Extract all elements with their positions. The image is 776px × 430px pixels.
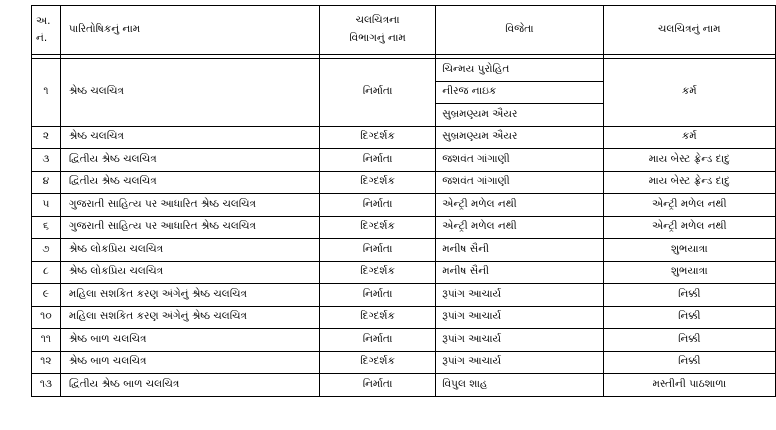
category-cell: નિર્માતા [319, 149, 435, 172]
table-row [32, 329, 776, 352]
award-name-cell: દ્વિતીય શ્રેષ્ઠ બાળ ચલચિત્ર [60, 374, 319, 397]
winner-cell: રૂપાંગ આચાર્ય [436, 284, 603, 307]
film-name-cell: નિક્કી [603, 351, 775, 374]
serial-number-cell: ૭ [32, 239, 61, 262]
film-name-cell: માય બેસ્ટ ફ્રેન્ડ દાદુ [603, 171, 775, 194]
film-name-cell: શુભયાત્રા [603, 261, 775, 284]
category-cell: દિગ્દર્શક [319, 216, 435, 239]
winner-cell: જશવંત ગાંગાણી [436, 171, 603, 194]
film-name-cell: નિક્કી [603, 284, 775, 307]
category-cell: નિર્માતા [319, 329, 435, 352]
table-header-row [32, 6, 776, 55]
award-name-cell: મહિલા સશકિત કરણ અંગેનું શ્રેષ્ઠ ચલચિત્ર [60, 284, 319, 307]
serial-number-cell: ૧૨ [32, 351, 61, 374]
winner-cell: સુબ્રમણ્યમ ઐયર [436, 126, 603, 149]
category-cell: દિગ્દર્શક [319, 171, 435, 194]
serial-number-cell: ૯ [32, 284, 61, 307]
table-row [32, 216, 776, 239]
film-name-cell: નિક્કી [603, 329, 775, 352]
film-name-cell: એન્ટ્રી મળેલ નથી [603, 216, 775, 239]
winner-cell: નીરજ નાઇક [436, 81, 603, 104]
winner-cell: ચિન્મય પુરોહિત [436, 59, 603, 82]
serial-number-cell: ૨ [32, 126, 61, 149]
winner-cell: વિપુલ શાહ [436, 374, 603, 397]
award-name-cell: શ્રેષ્ઠ લોકપ્રિય ચલચિત્ર [60, 239, 319, 262]
winner-cell: એન્ટ્રી મળેલ નથી [436, 216, 603, 239]
award-name-cell: શ્રેષ્ઠ ચલચિત્ર [60, 126, 319, 149]
film-name-cell: નિક્કી [603, 306, 775, 329]
table-row [32, 171, 776, 194]
category-cell: દિગ્દર્શક [319, 261, 435, 284]
awards-table [31, 5, 776, 397]
table-row [32, 351, 776, 374]
table-row [32, 284, 776, 307]
award-name-cell: ગુજરાતી સાહિત્ય પર આધારિત શ્રેષ્ઠ ચલચિત્ર [60, 194, 319, 217]
award-name-cell: શ્રેષ્ઠ બાળ ચલચિત્ર [60, 329, 319, 352]
serial-number-cell: ૪ [32, 171, 61, 194]
serial-number-cell: ૧ [32, 59, 61, 127]
table-row [32, 261, 776, 284]
header-category-line-2: વિભાગનું નામ [349, 32, 406, 44]
category-cell: નિર્માતા [319, 194, 435, 217]
award-name-cell: મહિલા સશકિત કરણ અંગેનું શ્રેષ્ઠ ચલચિત્ર [60, 306, 319, 329]
header-serial-line-1: અ. [36, 15, 51, 28]
film-name-cell: કર્મ [603, 59, 775, 127]
serial-number-cell: ૧૩ [32, 374, 61, 397]
category-cell: દિગ્દર્શક [319, 306, 435, 329]
award-name-cell: ગુજરાતી સાહિત્ય પર આધારિત શ્રેષ્ઠ ચલચિત્ર [60, 216, 319, 239]
award-name-cell: શ્રેષ્ઠ લોકપ્રિય ચલચિત્ર [60, 261, 319, 284]
category-cell: નિર્માતા [319, 284, 435, 307]
winner-cell: રૂપાંગ આચાર્ય [436, 329, 603, 352]
header-category [319, 6, 435, 55]
winner-cell: મનીષ સૈની [436, 261, 603, 284]
header-category-line-1: ચલચિત્રના [355, 14, 400, 27]
category-cell: નિર્માતા [319, 374, 435, 397]
serial-number-cell: ૫ [32, 194, 61, 217]
header-serial-number [32, 6, 61, 55]
serial-number-cell: ૩ [32, 149, 61, 172]
table-row [32, 194, 776, 217]
film-name-cell: મસ્તીની પાઠશાળા [603, 374, 775, 397]
header-serial-line-2: નં. [36, 32, 48, 44]
winner-cell: એન્ટ્રી મળેલ નથી [436, 194, 603, 217]
film-name-cell: કર્મ [603, 126, 775, 149]
serial-number-cell: ૧૦ [32, 306, 61, 329]
header-film-name: ચલચિત્રનું નામ [603, 6, 775, 55]
winner-cell: સુબ્રમણ્યમ ઐયર [436, 104, 603, 127]
serial-number-cell: ૧૧ [32, 329, 61, 352]
film-name-cell: એન્ટ્રી મળેલ નથી [603, 194, 775, 217]
winner-cell: મનીષ સૈની [436, 239, 603, 262]
serial-number-cell: ૮ [32, 261, 61, 284]
table-row [32, 306, 776, 329]
winner-cell: રૂપાંગ આચાર્ય [436, 306, 603, 329]
category-cell: દિગ્દર્શક [319, 126, 435, 149]
category-cell: નિર્માતા [319, 239, 435, 262]
award-name-cell: દ્વિતીય શ્રેષ્ઠ ચલચિત્ર [60, 149, 319, 172]
table-row [32, 149, 776, 172]
winner-cell: જશવંત ગાંગાણી [436, 149, 603, 172]
category-cell: નિર્માતા [319, 59, 435, 127]
winner-cell: રૂપાંગ આચાર્ય [436, 351, 603, 374]
serial-number-cell: ૬ [32, 216, 61, 239]
header-award-name: પારિતોષિકનું નામ [60, 6, 319, 55]
award-name-cell: શ્રેષ્ઠ બાળ ચલચિત્ર [60, 351, 319, 374]
award-name-cell: શ્રેષ્ઠ ચલચિત્ર [60, 59, 319, 127]
category-cell: દિગ્દર્શક [319, 351, 435, 374]
table-row [32, 59, 776, 82]
award-name-cell: દ્વિતીય શ્રેષ્ઠ ચલચિત્ર [60, 171, 319, 194]
table-row [32, 374, 776, 397]
film-name-cell: માય બેસ્ટ ફ્રેન્ડ દાદુ [603, 149, 775, 172]
film-name-cell: શુભયાત્રા [603, 239, 775, 262]
table-row [32, 239, 776, 262]
table-row [32, 126, 776, 149]
header-winner: વિજેતા [436, 6, 603, 55]
